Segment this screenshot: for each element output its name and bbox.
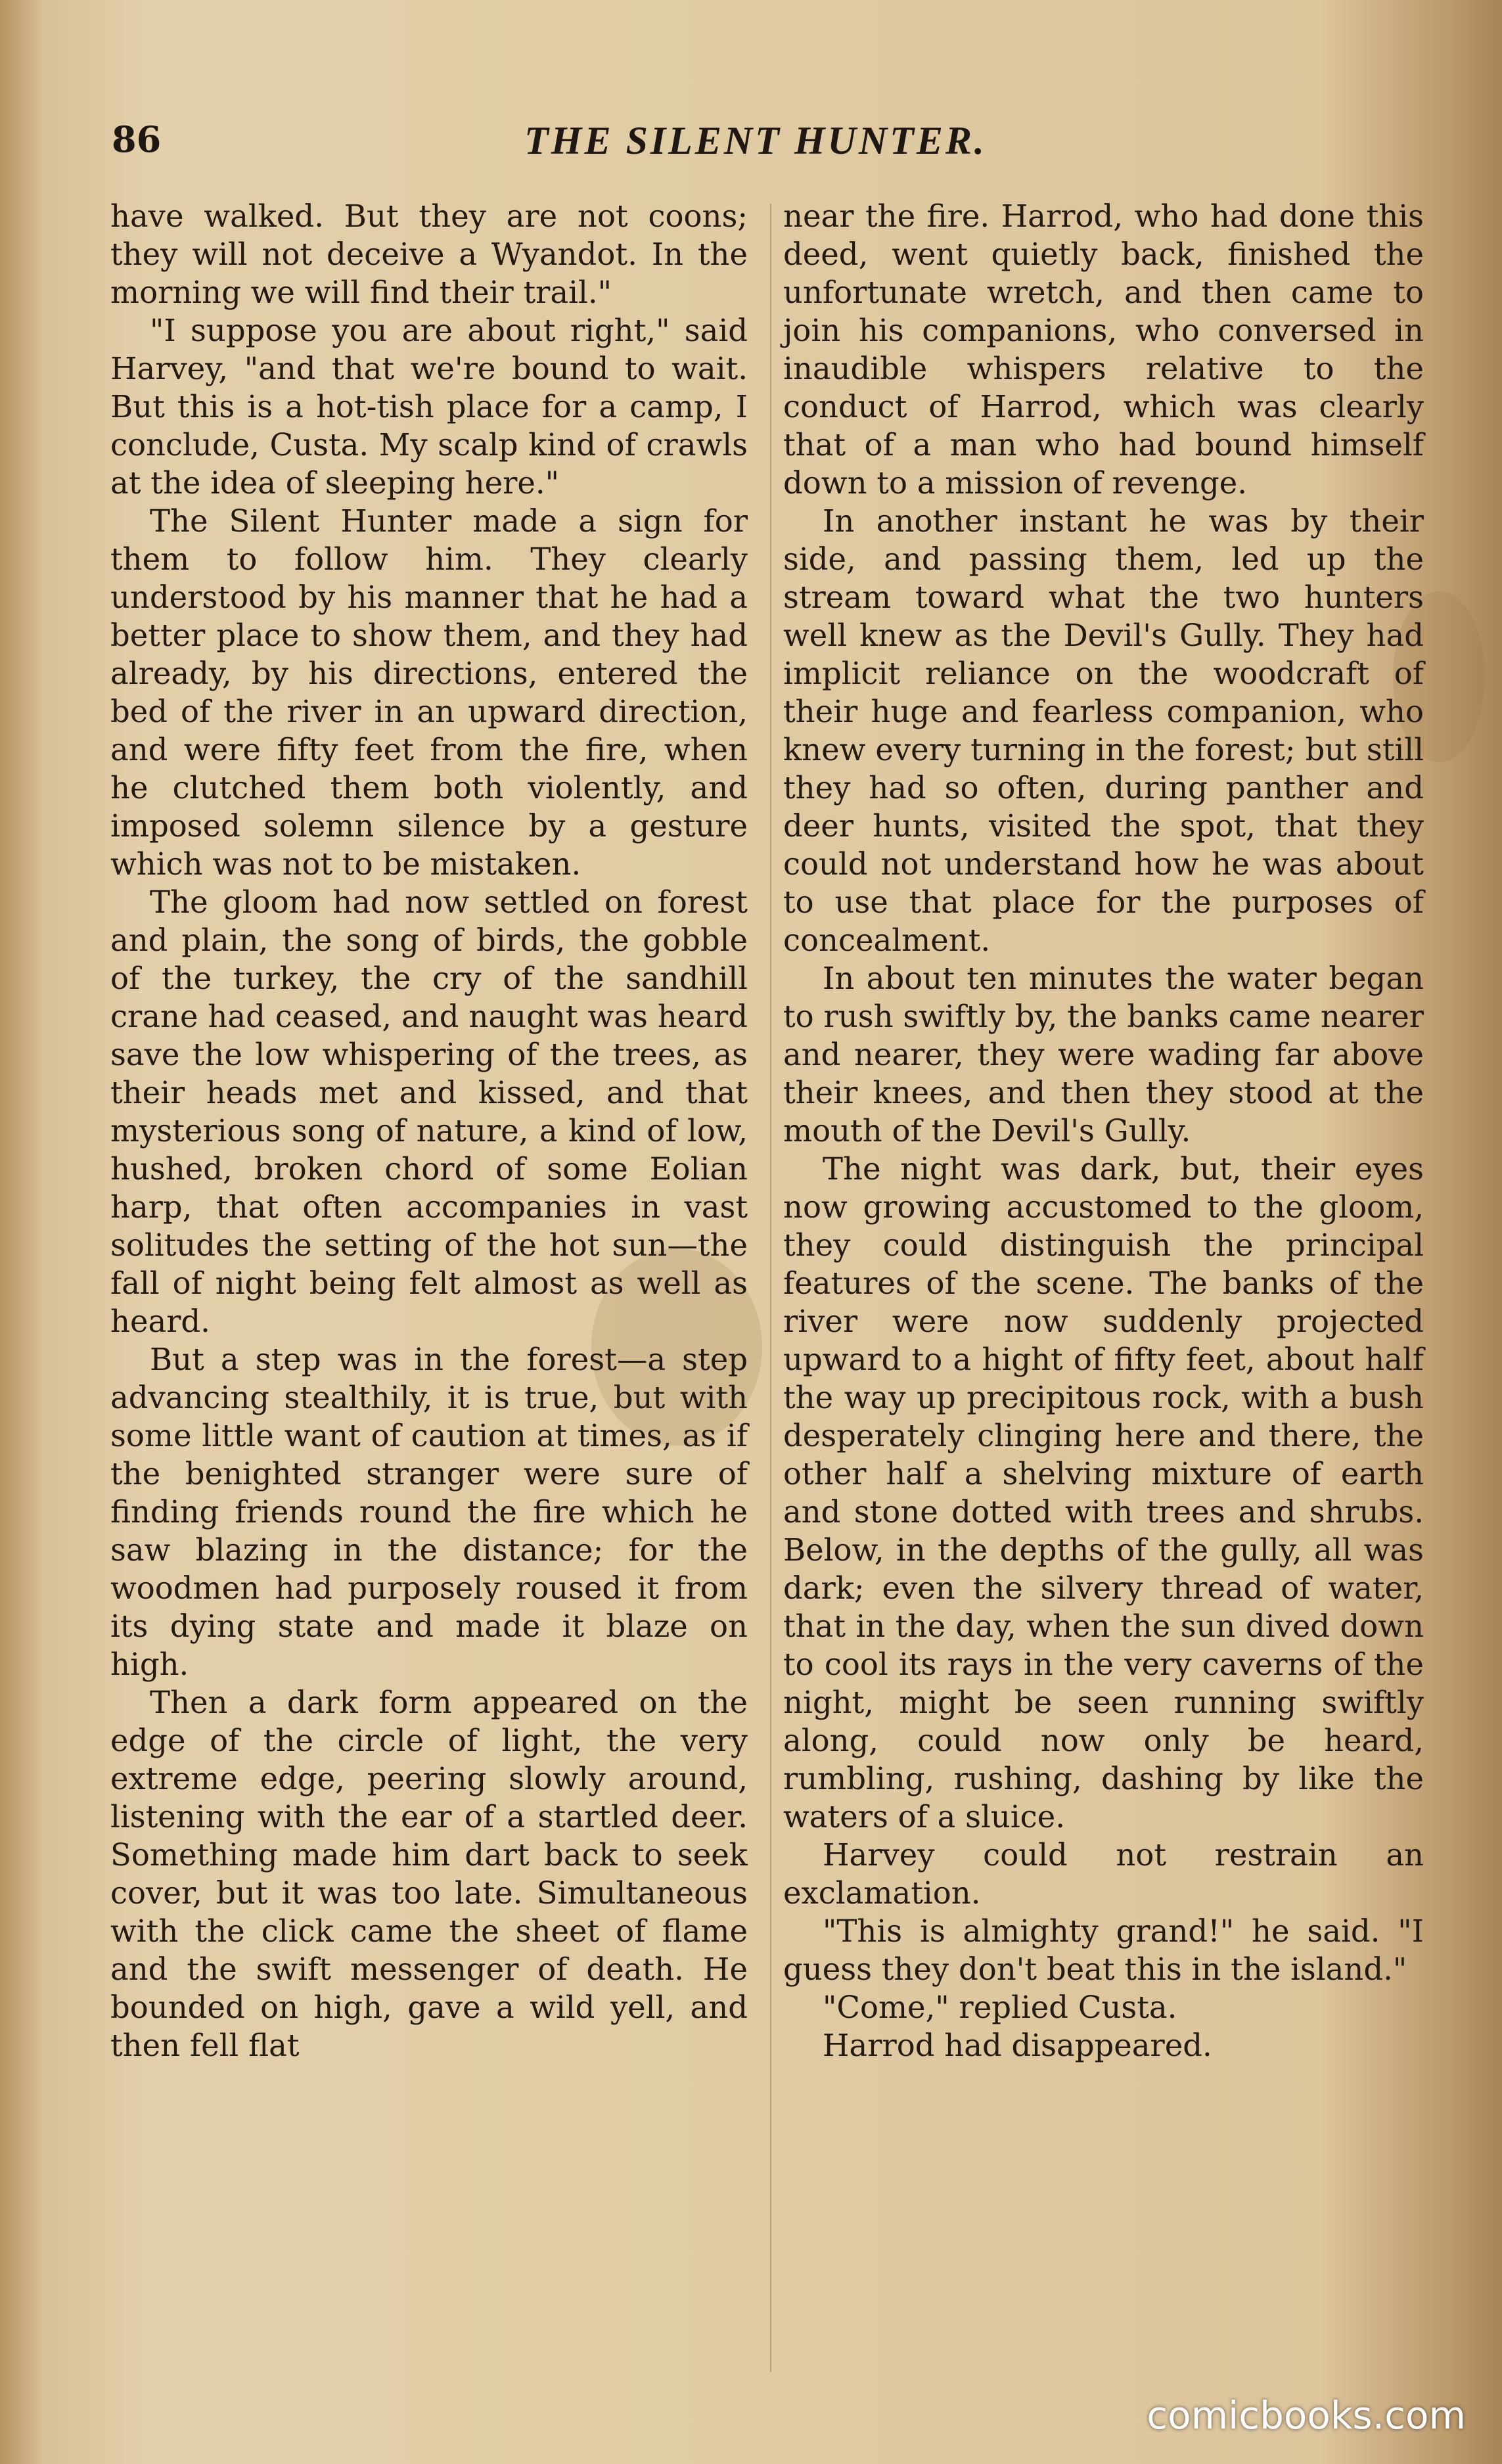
right-column — [783, 197, 1424, 2065]
paragraph: "I suppose you are about right," said Harvey, "and that we're bound to wait. But this is a hot-tish place for a camp, I conclude, Custa. My scalp kind of crawls at the idea of sleeping here." — [110, 313, 748, 501]
paragraph: The gloom had now settled on forest and plain, the song of birds, the gobble of the turkey, the cry of the sandhill crane had ceased, and naught was heard save the low whispering of the trees, as their heads met and kissed, and that mysterious song of nature, a kind of low, hushed, broken chord of some Eolian harp, that often accompanies in vast solitudes the setting of the hot sun—the fall of night being felt almost as well as heard. — [110, 884, 748, 1339]
paragraph: Harrod had disappeared. — [823, 2028, 1212, 2063]
paragraph: In another instant he was by their side, and passing them, led up the stream toward what the two hunters well knew as the Devil's Gully. They had implicit reliance on the woodcraft of their huge and fearless companion, who knew every turning in the forest; but still they had so often, during panther and deer hunts, visited the spot, that they could not understand how he was about to use that place for the purposes of concealment. — [783, 503, 1424, 958]
paragraph: near the fire. Harrod, who had done this deed, went quietly back, finished the unfortunate wretch, and then came to join his companions, who conversed in inaudible whispers relative to the conduct of Harrod, which was clearly that of a man who had bound himself down to a mission of revenge. — [783, 198, 1424, 501]
page-header — [105, 118, 1406, 177]
paragraph: The night was dark, but, their eyes now growing accustomed to the gloom, they could distinguish the principal features of the scene. The banks of the river were now suddenly projected upward to a hight of fifty feet, about half the way up precipitous rock, with a bush desperately clinging here and there, the other half a shelving mixture of earth and stone dotted with trees and shrubs. Below, in the depths of the gully, all was dark; even the silvery thread of water, that in the day, when the sun dived down to cool its rays in the very caverns of the night, might be seen running swiftly along, could now only be heard, rumbling, rushing, dashing by like the waters of a sluice. — [783, 1151, 1424, 1835]
paragraph: But a step was in the forest—a step advancing stealthily, it is true, but with some little want of caution at times, as if the benighted stranger were sure of finding friends round the fire which he saw blazing in the distance; for the woodmen had purposely roused it from its dying state and made it blaze on high. — [110, 1342, 748, 1682]
paragraph: The Silent Hunter made a sign for them to follow him. They clearly understood by his manner that he had a better place to show them, and they had already, by his directions, entered the bed of the river in an upward direction, and were fifty feet from the fire, when he clutched them both violently, and imposed solemn silence by a gesture which was not to be mistaken. — [110, 503, 748, 882]
paragraph: have walked. But they are not coons; they will not deceive a Wyandot. In the morning we will find their trail." — [110, 198, 748, 310]
column-divider — [770, 204, 771, 2372]
paragraph: Then a dark form appeared on the edge of the circle of light, the very extreme edge, peering slowly around, listening with the ear of a startled deer. Something made him dart back to seek cover, but it was too late. Simultaneous with the click came the sheet of flame and the swift messenger of death. He bounded on high, gave a wild yell, and then fell flat — [110, 1685, 748, 2063]
paragraph: Harvey could not restrain an exclamation. — [783, 1837, 1424, 1911]
left-column — [110, 197, 748, 2065]
site-watermark: comicbooks.com — [1147, 2393, 1466, 2438]
page-number: 86 — [112, 118, 162, 160]
paragraph: In about ten minutes the water began to rush swiftly by, the banks came nearer and nearer, they were wading far above their knees, and then they stood at the mouth of the Devil's Gully. — [783, 961, 1424, 1149]
paragraph: "This is almighty grand!" he said. "I guess they don't beat this in the island." — [783, 1913, 1424, 1987]
paragraph: "Come," replied Custa. — [823, 1990, 1177, 2025]
running-title: THE SILENT HUNTER. — [524, 119, 987, 162]
